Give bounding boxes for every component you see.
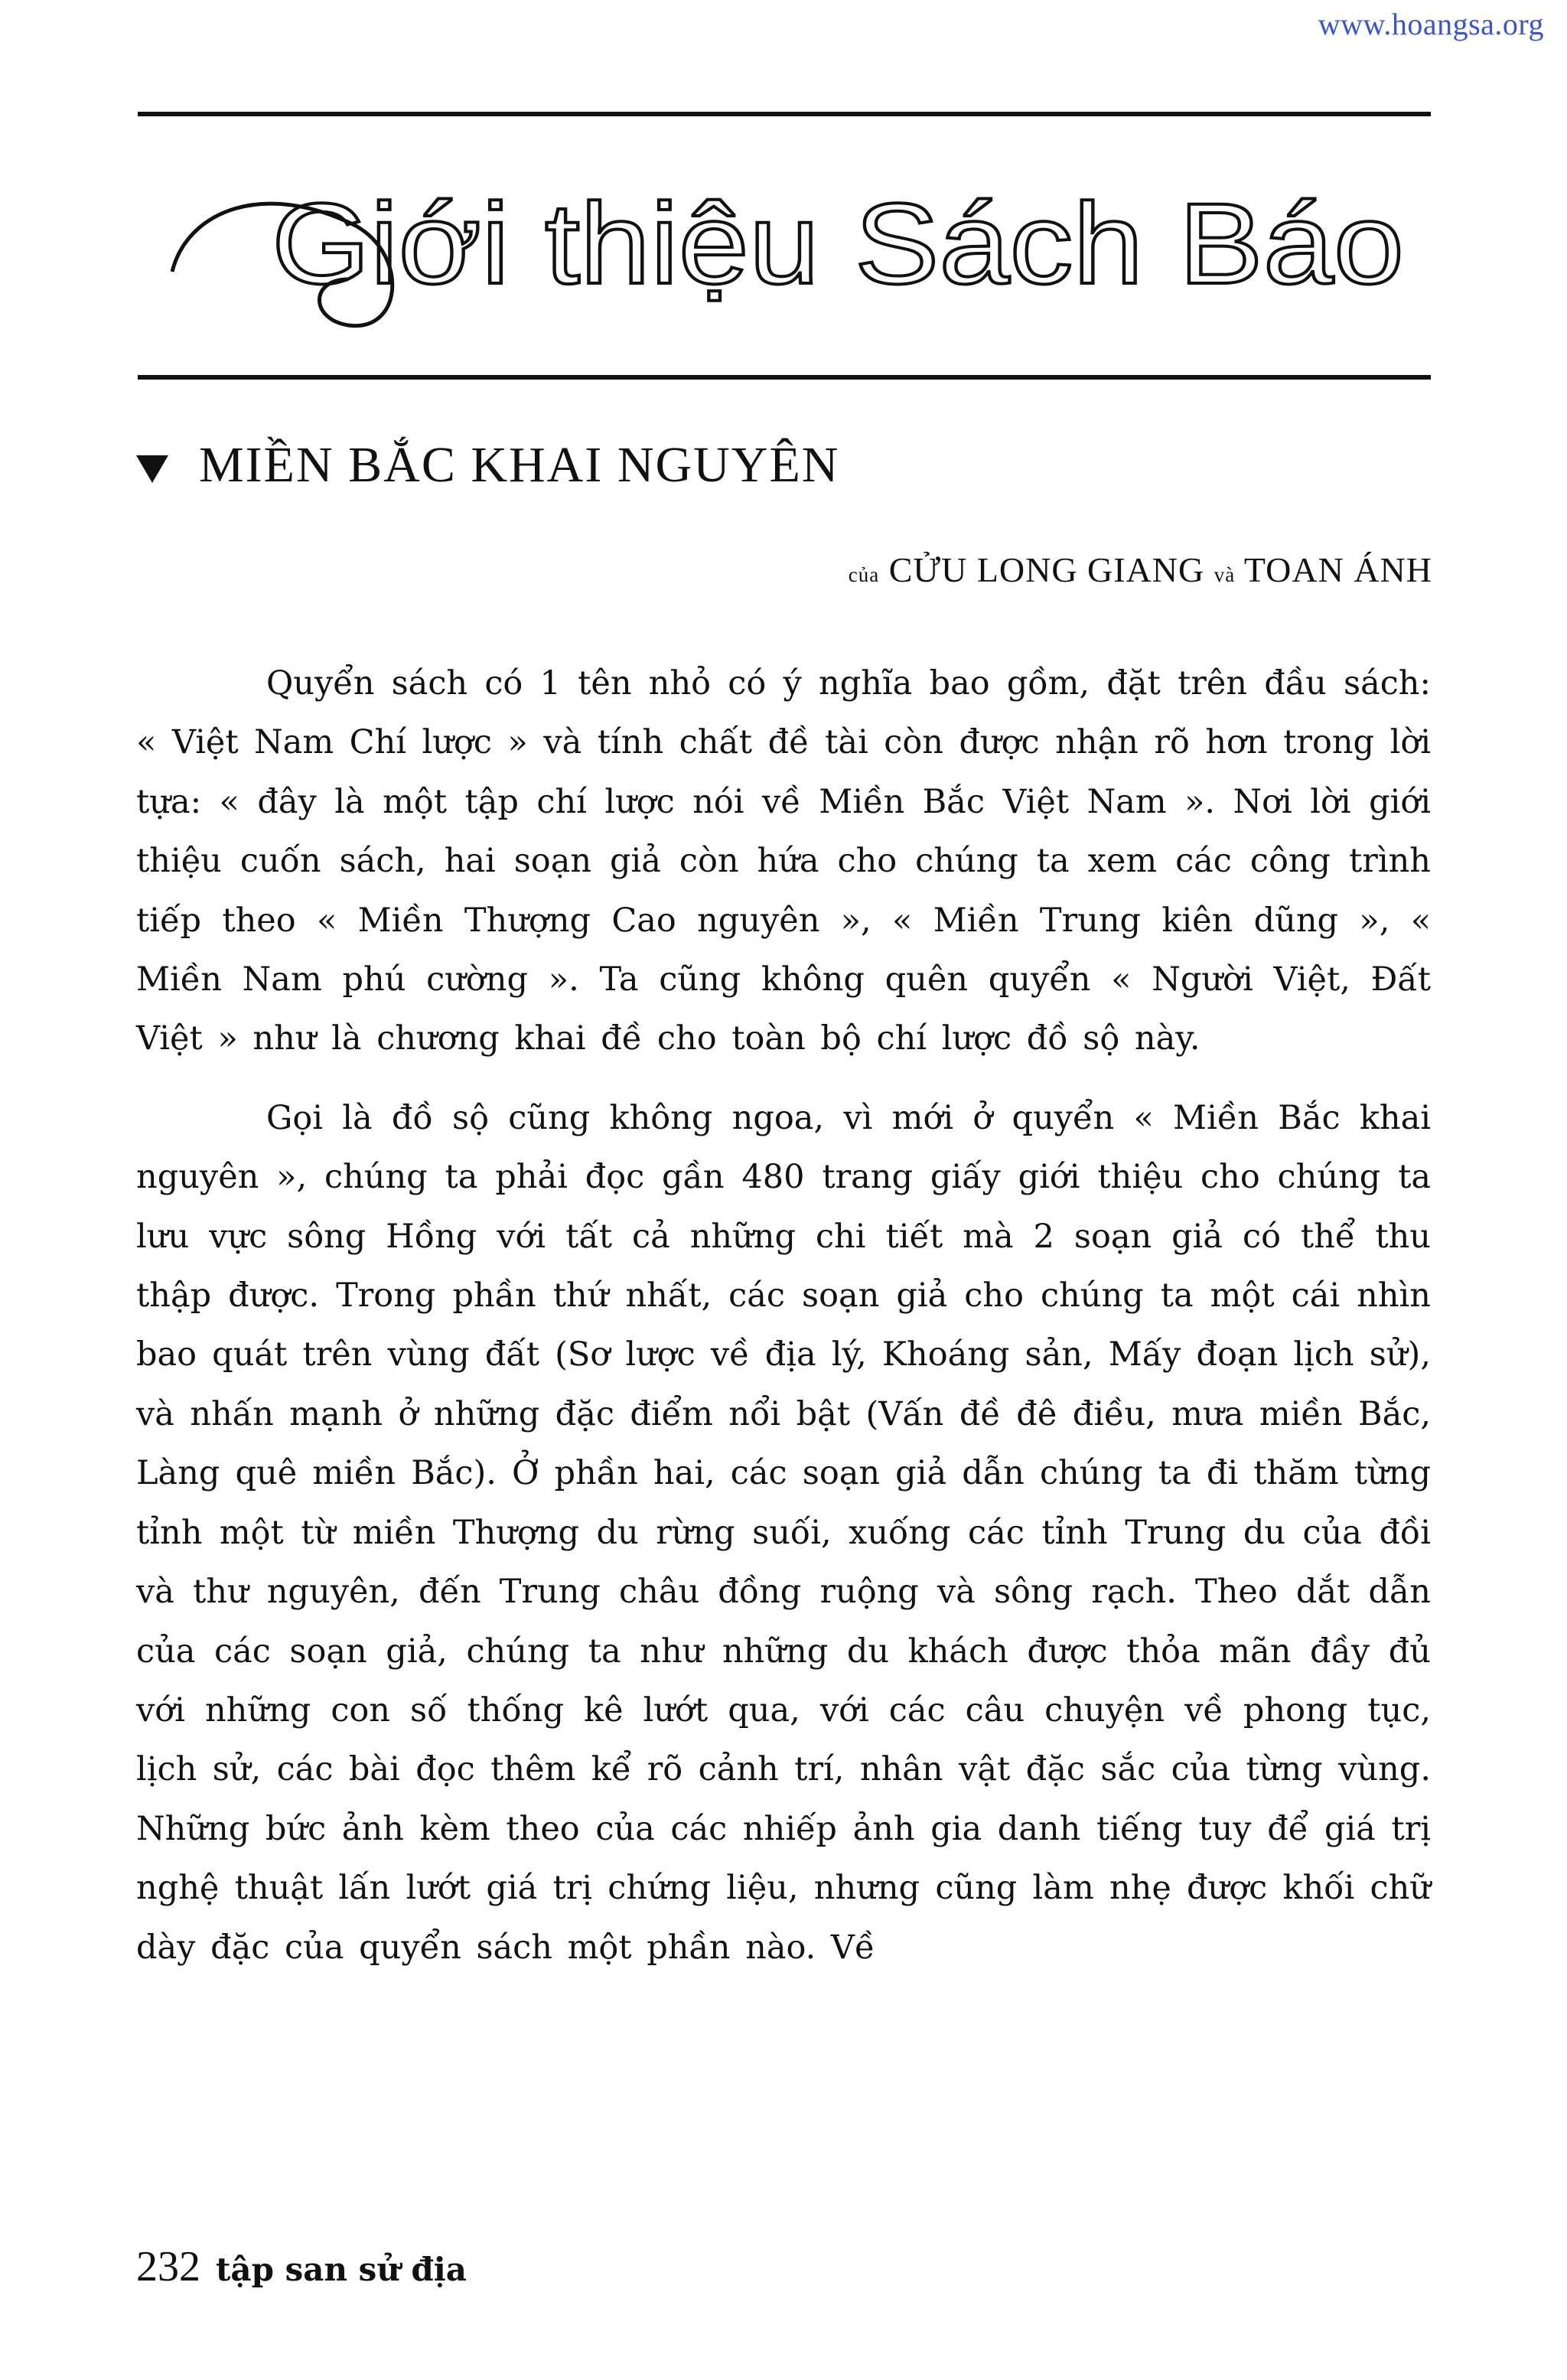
- byline-joiner: và: [1214, 563, 1236, 586]
- section-heading: [136, 436, 839, 494]
- paragraph-2: Gọi là đồ sộ cũng không ngoa, vì mới ở quyển « Miền Bắc khai nguyên », chúng ta phải đọc gần 480 trang giấy giới thiệu cho chúng ta lưu vực sông Hồng với tất cả những chi tiết mà 2 soạn giả có thể thu thập được. Trong phần thứ nhất, các soạn giả cho chúng ta một cái nhìn bao quát trên vùng đất (Sơ lược về địa lý, Khoáng sản, Mấy đoạn lịch sử), và nhấn mạnh ở những đặc điểm nổi bật (Vấn đề đê điều, mưa miền Bắc, Làng quê miền Bắc). Ở phần hai, các soạn giả dẫn chúng ta đi thăm từng tỉnh một từ miền Thượng du rừng suối, xuống các tỉnh Trung du của đồi và thư nguyên, đến Trung châu đồng ruộng và sông rạch. Theo dắt dẫn của các soạn giả, chúng ta như những du khách được thỏa mãn đầy đủ với những con số thống kê lướt qua, với các câu chuyện về phong tục, lịch sử, các bài đọc thêm kể rõ cảnh trí, nhân vật đặc sắc của từng vùng. Những bức ảnh kèm theo của các nhiếp ảnh gia danh tiếng tuy để giá trị nghệ thuật lấn lướt giá trị chứng liệu, nhưng cũng làm nhẹ được khối chữ dày đặc của quyển sách một phần nào. Về: [136, 1098, 1431, 1967]
- byline: [849, 549, 1432, 590]
- journal-name: tập san sử địa: [216, 2251, 467, 2288]
- byline-prefix: của: [848, 563, 880, 586]
- article-body: [136, 654, 1431, 1997]
- byline-author-1: CỬU LONG GIANG: [888, 550, 1205, 589]
- banner-title: Giới thiệu Sách Báo: [272, 179, 1404, 308]
- page-number: 232: [136, 2243, 200, 2290]
- page-footer: [136, 2242, 467, 2291]
- triangle-down-icon: [136, 455, 168, 483]
- banner-lettering: [157, 134, 1427, 356]
- section-banner: [157, 134, 1427, 356]
- paragraph-1: Quyển sách có 1 tên nhỏ có ý nghĩa bao gồm, đặt trên đầu sách: « Việt Nam Chí lược » và tính chất đề tài còn được nhận rõ hơn trong lời tựa: « đây là một tập chí lược nói về Miền Bắc Việt Nam ». Nơi lời giới thiệu cuốn sách, hai soạn giả còn hứa cho chúng ta xem các công trình tiếp theo « Miền Thượng Cao nguyên », « Miền Trung kiên dũng », « Miền Nam phú cường ». Ta cũng không quên quyển « Người Việt, Đất Việt » như là chương khai đề cho toàn bộ chí lược đồ sộ này.: [136, 664, 1431, 1058]
- watermark-url[interactable]: www.hoangsa.org: [1318, 7, 1544, 41]
- section-title: MIỀN BẮC KHAI NGUYÊN: [199, 437, 840, 493]
- top-rule: [138, 112, 1431, 116]
- byline-author-2: TOAN ÁNH: [1243, 550, 1432, 589]
- bottom-rule: [138, 375, 1431, 380]
